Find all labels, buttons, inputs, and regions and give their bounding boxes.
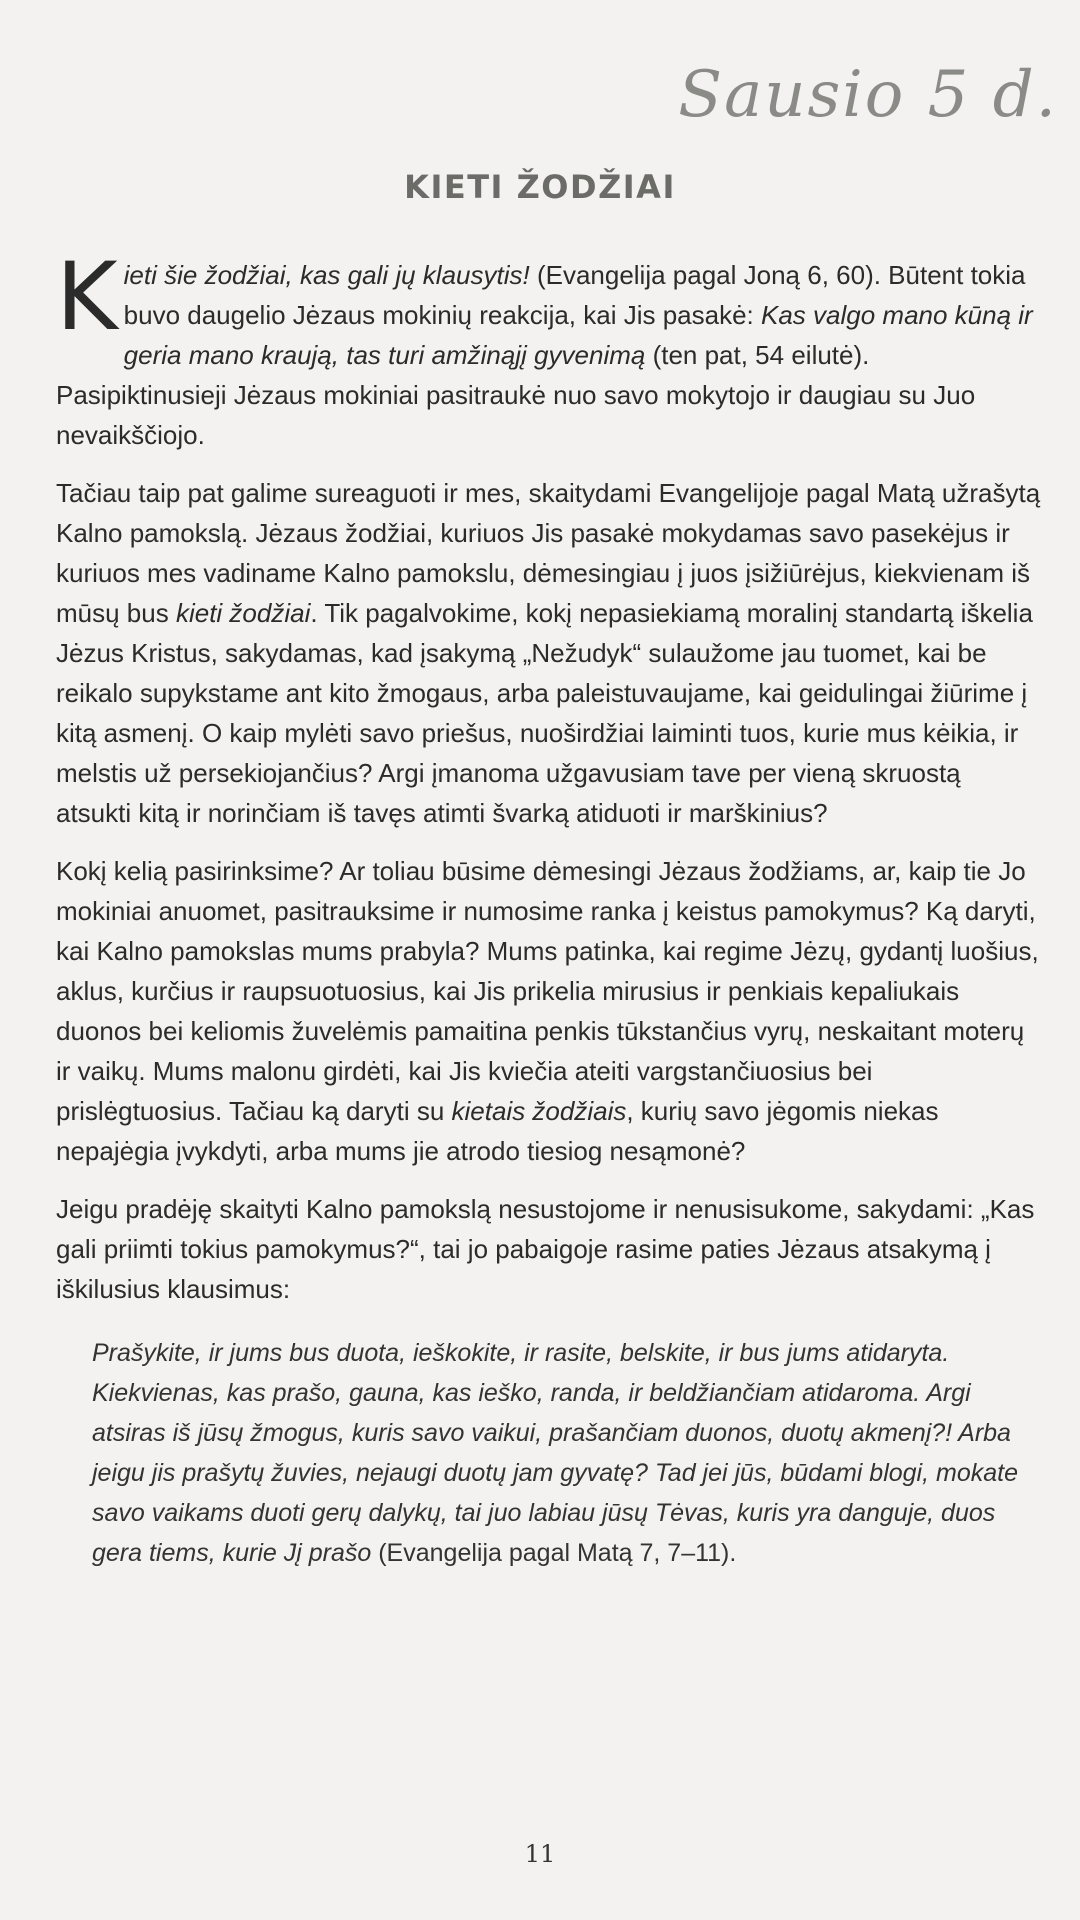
text-run: . Tik pagalvokime, kokį nepasiekiamą moralinį standartą iškelia Jėzus Kristus, sakydamas, kad įsakymą „Nežudyk“ sulaužome jau tuomet, kai be reikalo supykstame ant kito žmogaus, arba paleistuvaujame, kai geidulingai žiūrime į kitą asmenį. O kaip mylėti savo priešus, nuoširdžiai laiminti tuos, kurie mus kėikia, ir melstis už persekiojančius? Argi įmanoma užgavusiam tave per vieną skruostą atsukti kitą ir norinčiam iš tavęs atimti švarką atiduoti ir marškinius? [56,598,1033,828]
text-run: (ten pat, 54 eilutė). Pasipiktinusieji Jėzaus mokiniai pasitraukė nuo savo mokytojo ir daugiau su Juo nevaikščiojo. [56,340,976,450]
text-run: Kokį kelią pasirinksime? Ar toliau būsime dėmesingi Jėzaus žodžiams, ar, kaip tie Jo mokiniai anuomet, pasitrauksime ir numosime ranka į keistus pamokymus? Ką daryti, kai Kalno pamokslas mums prabyla? Mums patinka, kai regime Jėzų, gydantį luošius, aklus, kurčius ir raupsuotuosius, kai Jis prikelia mirusius ir penkiais kepaliukais duonos bei keliomis žuvelėmis pamaitina penkis tūkstančius vyrų, neskaitant moterų ir vaikų. Mums malonu girdėti, kai Jis kviečia ateiti vargstančiuosius bei prislėgtuosius. Tačiau ką daryti su [56,856,1039,1126]
text-run: (Evangelija pagal Joną 6, 60). Būtent tokia buvo daugelio Jėzaus mokinių reakcija, kai Jis pasakė: [123,260,1026,330]
paragraph-1 [56,243,1042,455]
drop-cap-letter: K [56,243,118,352]
scripture-quote: Kas valgo mano kūną ir geria mano kraują, tas turi amžinąjį gyvenimą [123,300,1033,370]
quote-reference: (Evangelija pagal Matą 7, 7–11). [378,1539,737,1567]
emphasis: kietais žodžiais [451,1096,627,1126]
emphasis: kieti žodžiai [175,598,311,628]
paragraph-2 [56,473,1042,833]
body-text [56,243,1042,1573]
paragraph-3 [56,851,1042,1171]
text-run: , kurių savo jėgomis niekas nepajėgia įvykdyti, arba mums jie atrodo tiesiog nesąmonė? [56,1096,939,1166]
page-number: 11 [524,1840,556,1868]
page-title: KIETI ŽODŽIAI [404,168,676,206]
scripture-quote: ieti šie žodžiai, kas gali jų klausytis! [123,260,530,290]
date-heading: Sausio 5 d. [678,58,1058,132]
block-quote [92,1333,1042,1573]
paragraph-4 [56,1189,1042,1309]
text-run: Tačiau taip pat galime sureaguoti ir mes, skaitydami Evangelijoje pagal Matą užrašytą Kalno pamokslą. Jėzaus žodžiai, kuriuos Jis pasakė mokydamas savo pasekėjus ir kuriuos mes vadiname Kalno pamokslu, dėmesingiau į juos įsižiūrėjus, kiekvienam iš mūsų bus [56,478,1041,628]
quote-text: Prašykite, ir jums bus duota, ieškokite, ir rasite, belskite, ir bus jums atidaryta. Kiekvienas, kas prašo, gauna, kas ieško, randa, ir beldžiančiam atidaroma. Argi atsiras iš jūsų žmogus, kuris savo vaikui, prašančiam duonos, duotų akmenį?! Arba jeigu jis prašytų žuvies, nejaugi duotų jam gyvatę? Tad jei jūs, būdami blogi, mokate savo vaikams duoti gerų dalykų, tai juo labiau jūsų Tėvas, kuris yra danguje, duos gera tiems, kurie Jį prašo [92,1339,1018,1567]
text-run: Jeigu pradėję skaityti Kalno pamokslą nesustojome ir nenusisukome, sakydami: „Kas gali priimti tokius pamokymus?“, tai jo pabaigoje rasime paties Jėzaus atsakymą į iškilusius klausimus: [56,1194,1035,1304]
